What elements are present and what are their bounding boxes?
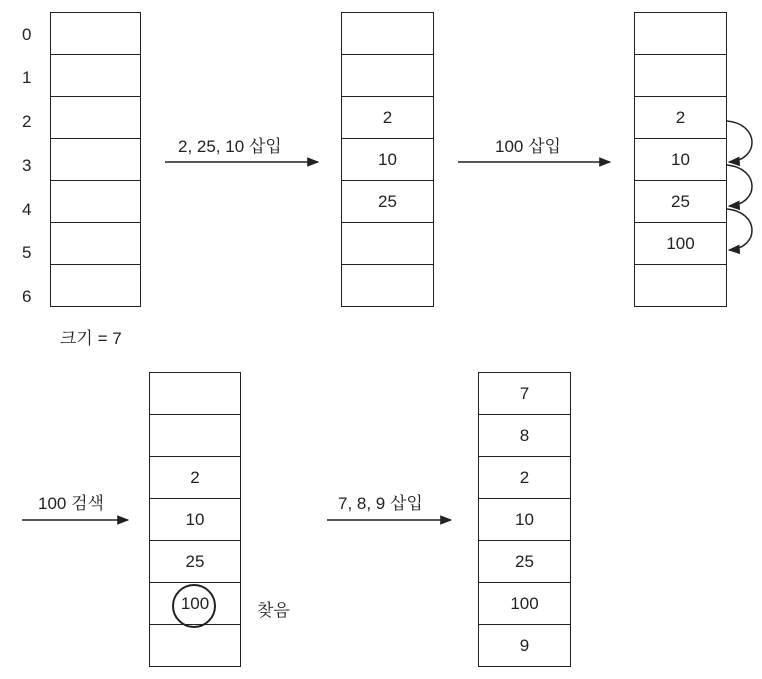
table-size-label: 크기 = 7 [60,329,122,348]
table-cell: 2 [479,457,570,499]
table-cell: 7 [479,373,570,415]
probe-curve-3 [727,209,752,250]
table-cell: 8 [479,415,570,457]
index-label-6: 6 [22,287,32,306]
table-cell: 25 [635,181,726,223]
table-cell: 2 [342,97,433,139]
probe-curve-2 [727,165,752,206]
table-cell: 100 [635,223,726,265]
index-label-3: 3 [22,156,32,175]
table-cell: 25 [479,541,570,583]
table-cell: 10 [479,499,570,541]
table-cell: 25 [150,541,240,583]
found-value: 100 [180,593,210,613]
search-label: 100 검색 [38,494,104,513]
insert-100-label: 100 삽입 [495,137,561,156]
index-label-4: 4 [22,200,32,219]
index-label-0: 0 [22,25,32,44]
table-cell: 100 [479,583,570,625]
index-label-5: 5 [22,243,32,262]
found-circle [173,585,215,627]
table-cell: 2 [635,97,726,139]
table-cell: 25 [342,181,433,223]
index-label-2: 2 [22,112,32,131]
table-cell: 2 [150,457,240,499]
table-cell: 10 [150,499,240,541]
table-cell: 9 [479,625,570,667]
table-cell: 10 [635,139,726,181]
index-label-1: 1 [22,68,32,87]
table-cell: 10 [342,139,433,181]
found-label: 찾음 [257,601,290,620]
probe-curve-1 [727,121,752,162]
insert-step-3-label: 7, 8, 9 삽입 [338,494,423,513]
insert-step-label: 2, 25, 10 삽입 [178,137,282,156]
